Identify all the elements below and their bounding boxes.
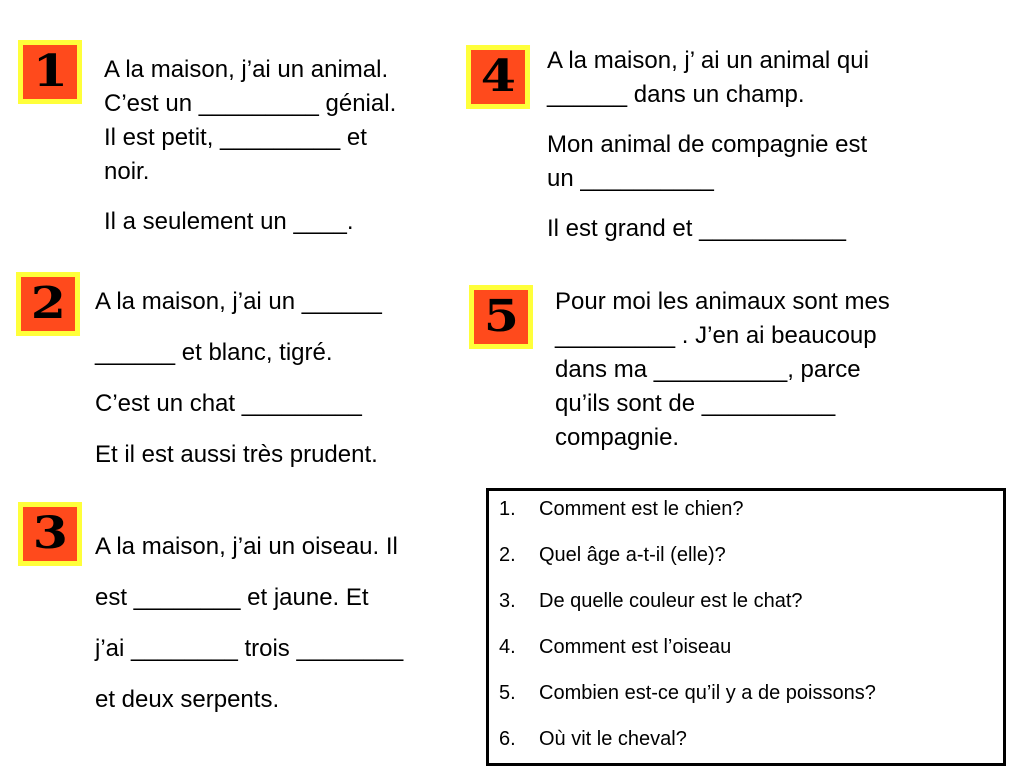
exercise-line: A la maison, j’ai un ______ bbox=[95, 288, 382, 315]
question-number: 2. bbox=[499, 544, 516, 566]
question-text: Quel âge a-t-il (elle)? bbox=[539, 544, 726, 566]
badge-1 bbox=[18, 40, 82, 104]
exercise-line: Et il est aussi très prudent. bbox=[95, 441, 378, 468]
exercise-line: et deux serpents. bbox=[95, 686, 280, 713]
exercise-line: A la maison, j’ai un animal. bbox=[104, 56, 389, 83]
exercise-5-text bbox=[555, 285, 975, 455]
question-text: De quelle couleur est le chat? bbox=[539, 590, 803, 612]
exercise-line: Mon animal de compagnie est bbox=[547, 131, 868, 158]
question-text: Comment est le chien? bbox=[539, 498, 744, 520]
badge-number: 3 bbox=[32, 508, 68, 559]
exercise-line: compagnie. bbox=[555, 424, 680, 451]
question-text: Combien est-ce qu’il y a de poissons? bbox=[539, 682, 876, 704]
question-number: 6. bbox=[499, 728, 516, 750]
exercise-line: ______ et blanc, tigré. bbox=[95, 339, 333, 366]
question-item bbox=[499, 681, 993, 727]
exercise-line: A la maison, j’ ai un animal qui bbox=[547, 47, 869, 74]
exercise-line: Il est petit, _________ et bbox=[104, 124, 367, 151]
question-item bbox=[499, 589, 993, 635]
exercise-line: C’est un chat _________ bbox=[95, 390, 362, 417]
exercise-line: noir. bbox=[104, 158, 150, 185]
exercise-line: A la maison, j’ai un oiseau. Il bbox=[95, 533, 398, 560]
badge-number: 4 bbox=[480, 51, 516, 102]
exercise-line: ______ dans un champ. bbox=[547, 81, 805, 108]
exercise-line: un __________ bbox=[547, 165, 714, 192]
question-number: 1. bbox=[499, 498, 516, 520]
exercise-line: _________ . J’en ai beaucoup bbox=[555, 322, 877, 349]
exercise-line: est ________ et jaune. Et bbox=[95, 584, 369, 611]
question-number: 5. bbox=[499, 682, 516, 704]
exercise-2-text bbox=[95, 285, 465, 489]
question-number: 3. bbox=[499, 590, 516, 612]
badge-number: 2 bbox=[30, 278, 66, 329]
badge-4 bbox=[466, 45, 530, 109]
question-item bbox=[499, 635, 993, 681]
badge-3 bbox=[18, 502, 82, 566]
exercise-4-text bbox=[547, 44, 947, 246]
exercise-line: C’est un _________ génial. bbox=[104, 90, 397, 117]
exercise-line: Pour moi les animaux sont mes bbox=[555, 288, 890, 315]
badge-number: 1 bbox=[32, 46, 68, 97]
questions-box bbox=[486, 488, 1006, 766]
question-item bbox=[499, 497, 993, 543]
exercise-line: Il a seulement un ____. bbox=[104, 208, 354, 235]
question-text: Comment est l’oiseau bbox=[539, 636, 732, 658]
badge-2 bbox=[16, 272, 80, 336]
questions-list bbox=[499, 497, 993, 773]
exercise-1-text bbox=[104, 53, 464, 239]
question-number: 4. bbox=[499, 636, 516, 658]
question-text: Où vit le cheval? bbox=[539, 728, 687, 750]
exercise-line: j’ai ________ trois ________ bbox=[95, 635, 404, 662]
question-item bbox=[499, 543, 993, 589]
exercise-line: qu’ils sont de __________ bbox=[555, 390, 836, 417]
exercise-line: Il est grand et ___________ bbox=[547, 215, 846, 242]
exercise-3-text bbox=[95, 530, 475, 734]
exercise-line: dans ma __________, parce bbox=[555, 356, 861, 383]
badge-number: 5 bbox=[483, 291, 519, 342]
question-item bbox=[499, 727, 993, 773]
badge-5 bbox=[469, 285, 533, 349]
